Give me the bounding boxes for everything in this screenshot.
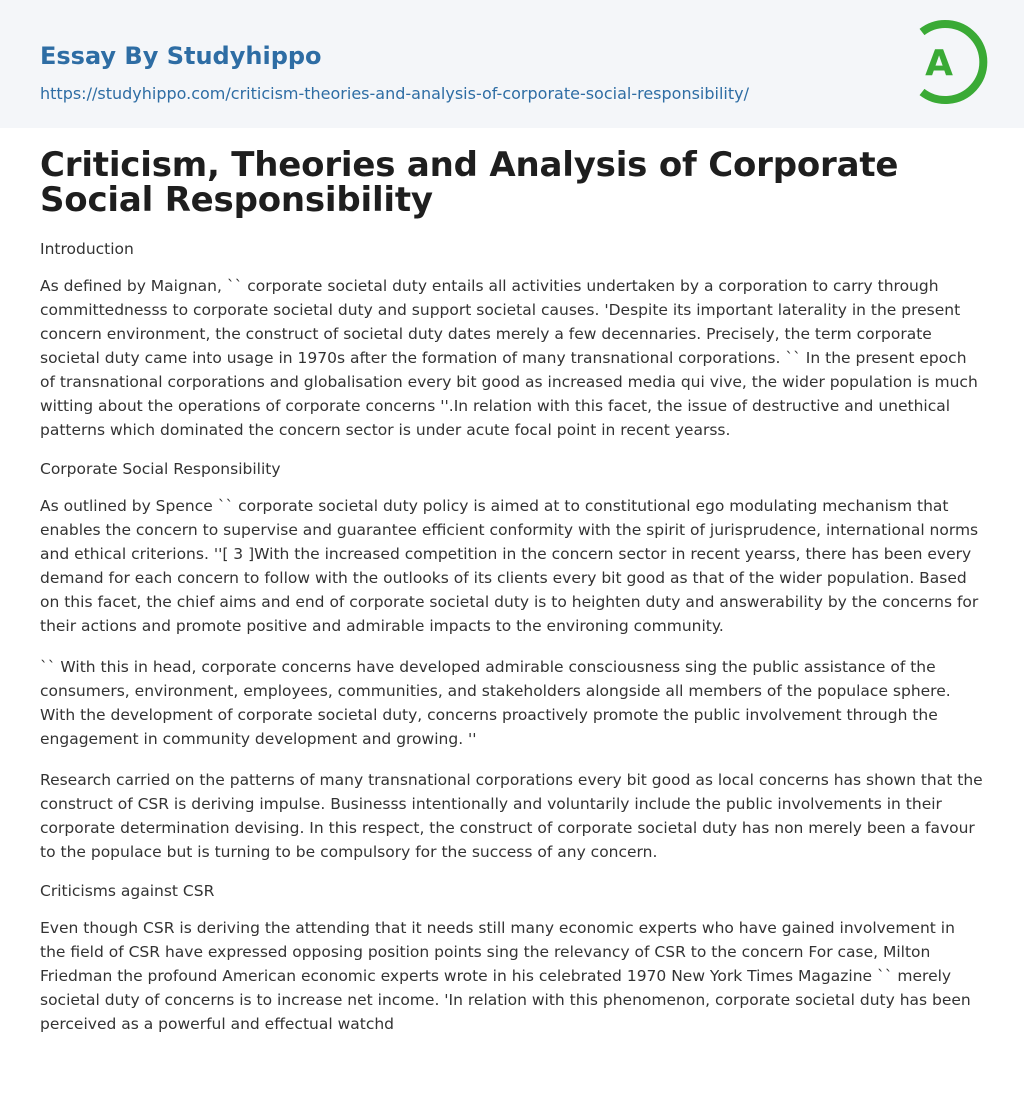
site-header	[0, 0, 1024, 128]
article-url-link[interactable]: https://studyhippo.com/criticism-theories-and-analysis-of-corporate-social-responsibility/	[40, 84, 749, 103]
paragraph: Research carried on the patterns of many transnational corporations every bit good as local concerns has shown that the construct of CSR is deriving impulse. Businesss intentionally and voluntarily include the public involvements in their corporate determination devising. In this respect, the construct of corporate societal duty has non merely been a favour to the populace but is turning to be compulsory for the success of any concern.	[40, 771, 983, 861]
paragraph: As defined by Maignan, `` corporate societal duty entails all activities undertaken by a corporation to carry through committednesss to corporate societal duty and support societal causes. 'Despite its important laterality in the present concern environment, the construct of societal duty dates merely a few decennaries. Precisely, the term corporate societal duty came into usage in 1970s after the formation of many transnational corporations. `` In the present epoch of transnational corporations and globalisation every bit good as increased media qui vive, the wider population is much witting about the operations of corporate concerns ''.In relation with this facet, the issue of destructive and unethical patterns which dominated the concern sector is under acute focal point in recent yearss.	[40, 277, 978, 439]
article-title: Criticism, Theories and Analysis of Corporate Social Responsibility	[40, 145, 899, 220]
section-heading: Introduction	[40, 240, 134, 258]
article	[40, 145, 984, 1036]
section-heading: Criticisms against CSR	[40, 882, 215, 900]
logo-letter: A	[925, 43, 953, 84]
paragraph: `` With this in head, corporate concerns have developed admirable consciousness sing the public assistance of the consumers, environment, employees, communities, and stakeholders alongside all members of the populace sphere. With the development of corporate societal duty, concerns proactively promote the public involvement through the engagement in community development and growing. ''	[40, 658, 951, 748]
paragraph: As outlined by Spence `` corporate societal duty policy is aimed at to constitutional ego modulating mechanism that enables the concern to supervise and guarantee efficient conformity with the spirit of jurisprudence, international norms and ethical criterions. ''[ 3 ]With the increased competition in the concern sector in recent yearss, there has been every demand for each concern to follow with the outlooks of its clients every bit good as that of the wider population. Based on this facet, the chief aims and end of corporate societal duty is to heighten duty and answerability by the concerns for their actions and promote positive and admirable impacts to the environing community.	[40, 497, 979, 635]
studyhippo-logo-icon[interactable]	[908, 18, 988, 106]
section-heading: Corporate Social Responsibility	[40, 460, 281, 478]
paragraph: Even though CSR is deriving the attending that it needs still many economic experts who have gained involvement in the field of CSR have expressed opposing position points sing the relevancy of CSR to the concern For case, Milton Friedman the profound American economic experts wrote in his celebrated 1970 New York Times Magazine `` merely societal duty of concerns is to increase net income. 'In relation with this phenomenon, corporate societal duty has been perceived as a powerful and effectual watchd	[40, 919, 971, 1033]
site-brand[interactable]: Essay By Studyhippo	[40, 42, 322, 70]
